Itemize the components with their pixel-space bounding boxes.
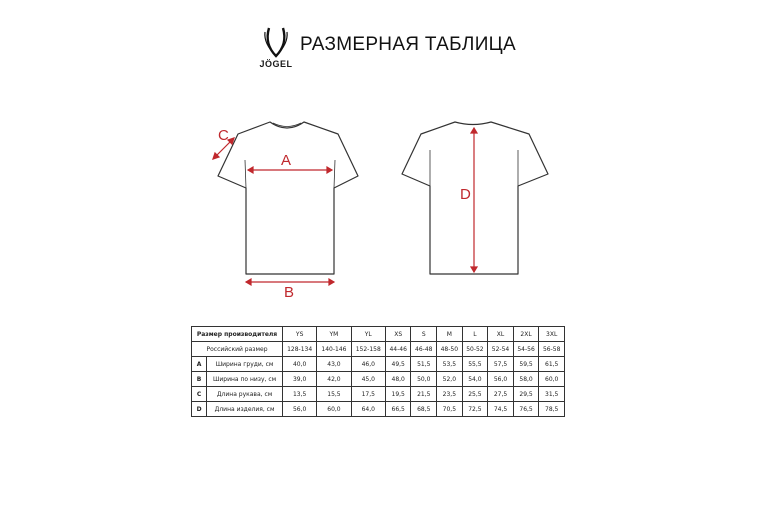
- value-cell: 21,5: [411, 387, 437, 402]
- value-cell: 39,0: [283, 372, 317, 387]
- value-cell: 66,5: [385, 402, 411, 417]
- value-cell: 42,0: [317, 372, 351, 387]
- value-cell: 23,5: [437, 387, 463, 402]
- value-cell: 60,0: [539, 372, 565, 387]
- value-cell: 56,0: [283, 402, 317, 417]
- tshirt-front-outline: [218, 122, 358, 274]
- table-row: [192, 402, 565, 417]
- header-russian: Российский размер: [192, 342, 283, 357]
- value-cell: 50,0: [411, 372, 437, 387]
- value-cell: 51,5: [411, 357, 437, 372]
- russian-size-cell: 128-134: [283, 342, 317, 357]
- tshirt-back-outline: [402, 122, 548, 274]
- value-cell: 43,0: [317, 357, 351, 372]
- measure-name-cell: Ширина груди, см: [207, 357, 283, 372]
- value-cell: 70,5: [437, 402, 463, 417]
- russian-size-cell: 44-46: [385, 342, 411, 357]
- russian-size-cell: 54-56: [513, 342, 539, 357]
- value-cell: 58,0: [513, 372, 539, 387]
- table-russian-row: [192, 342, 565, 357]
- value-cell: 64,0: [351, 402, 385, 417]
- size-header-cell: M: [437, 327, 463, 342]
- table-row: [192, 372, 565, 387]
- value-cell: 57,5: [488, 357, 514, 372]
- value-cell: 19,5: [385, 387, 411, 402]
- size-header-cell: YM: [317, 327, 351, 342]
- value-cell: 76,5: [513, 402, 539, 417]
- value-cell: 45,0: [351, 372, 385, 387]
- value-cell: 49,5: [385, 357, 411, 372]
- size-header-cell: 3XL: [539, 327, 565, 342]
- value-cell: 74,5: [488, 402, 514, 417]
- value-cell: 13,5: [283, 387, 317, 402]
- size-header-cell: S: [411, 327, 437, 342]
- size-header-cell: YL: [351, 327, 385, 342]
- measure-code-cell: C: [192, 387, 207, 402]
- value-cell: 53,5: [437, 357, 463, 372]
- russian-size-cell: 56-58: [539, 342, 565, 357]
- measure-name-cell: Длина рукава, см: [207, 387, 283, 402]
- value-cell: 31,5: [539, 387, 565, 402]
- measure-name-cell: Ширина по низу, см: [207, 372, 283, 387]
- measure-d-label: D: [460, 186, 471, 203]
- size-header-cell: XL: [488, 327, 514, 342]
- size-header-cell: 2XL: [513, 327, 539, 342]
- header-manufacturer: Размер производителя: [192, 327, 283, 342]
- value-cell: 55,5: [462, 357, 488, 372]
- value-cell: 29,5: [513, 387, 539, 402]
- value-cell: 60,0: [317, 402, 351, 417]
- brand-name: JÖGEL: [259, 59, 293, 69]
- table-row: [192, 357, 565, 372]
- value-cell: 46,0: [351, 357, 385, 372]
- value-cell: 25,5: [462, 387, 488, 402]
- table-header-row: [192, 327, 565, 342]
- russian-size-cell: 48-50: [437, 342, 463, 357]
- measure-code-cell: B: [192, 372, 207, 387]
- size-header-cell: L: [462, 327, 488, 342]
- value-cell: 56,0: [488, 372, 514, 387]
- value-cell: 61,5: [539, 357, 565, 372]
- value-cell: 48,0: [385, 372, 411, 387]
- value-cell: 52,0: [437, 372, 463, 387]
- russian-size-cell: 52-54: [488, 342, 514, 357]
- value-cell: 78,5: [539, 402, 565, 417]
- measure-code-cell: A: [192, 357, 207, 372]
- value-cell: 17,5: [351, 387, 385, 402]
- value-cell: 72,5: [462, 402, 488, 417]
- value-cell: 15,5: [317, 387, 351, 402]
- russian-size-cell: 50-52: [462, 342, 488, 357]
- page-title: РАЗМЕРНАЯ ТАБЛИЦА: [300, 34, 516, 55]
- measure-b-label: B: [284, 284, 295, 301]
- value-cell: 40,0: [283, 357, 317, 372]
- measure-c-label: C: [218, 127, 229, 144]
- size-header-cell: XS: [385, 327, 411, 342]
- size-header-cell: YS: [283, 327, 317, 342]
- table-row: [192, 387, 565, 402]
- measure-name-cell: Длина изделия, см: [207, 402, 283, 417]
- measure-code-cell: D: [192, 402, 207, 417]
- russian-size-cell: 152-158: [351, 342, 385, 357]
- value-cell: 27,5: [488, 387, 514, 402]
- russian-size-cell: 140-146: [317, 342, 351, 357]
- value-cell: 68,5: [411, 402, 437, 417]
- russian-size-cell: 46-48: [411, 342, 437, 357]
- value-cell: 59,5: [513, 357, 539, 372]
- size-table: [191, 326, 565, 417]
- measure-a-label: A: [281, 152, 292, 169]
- value-cell: 54,0: [462, 372, 488, 387]
